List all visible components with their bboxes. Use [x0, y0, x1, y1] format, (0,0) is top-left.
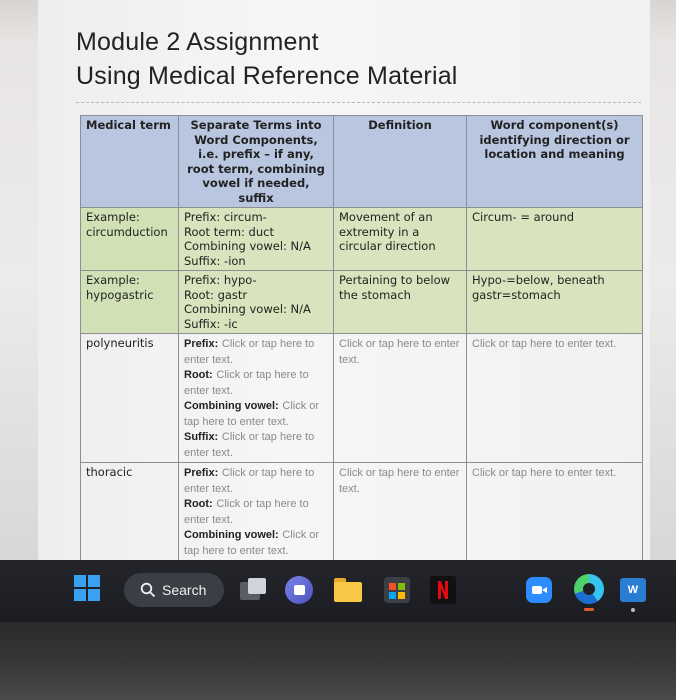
- header-row: [81, 116, 643, 208]
- component-field[interactable]: [184, 496, 328, 527]
- example-components: [179, 271, 334, 334]
- example-direction: Hypo-=below, beneath gastr=stomach: [467, 271, 643, 334]
- definition-field[interactable]: [334, 334, 467, 463]
- placeholder-text: Click or tap here to enter text.: [339, 467, 460, 495]
- windows-start-icon[interactable]: [74, 575, 102, 603]
- combining-vowel-label: Combining vowel:: [184, 400, 279, 412]
- components-cell: [179, 334, 334, 463]
- search-icon: [140, 582, 156, 598]
- example-term: Example: circumduction: [81, 208, 179, 271]
- direction-field[interactable]: [467, 334, 643, 463]
- header-components: Separate Terms into Word Components, i.e. prefix – if any, root term, combining vowel if needed, suffix: [179, 116, 334, 208]
- component-field[interactable]: [184, 398, 328, 429]
- component-line: Root: gastr: [184, 287, 248, 302]
- placeholder-text: Click or tap here to enter text.: [184, 498, 309, 526]
- title-divider: [76, 102, 641, 103]
- example-definition: Movement of an extremity in a circular direction: [334, 208, 467, 271]
- root-label: Root:: [184, 498, 213, 510]
- table-row-polyneuritis: [81, 334, 643, 463]
- prefix-label: Prefix:: [184, 338, 219, 350]
- component-line: Suffix: -ion: [184, 253, 246, 268]
- placeholder-text: Click or tap here to enter text.: [184, 338, 315, 366]
- component-line: Combining vowel: N/A: [184, 302, 311, 316]
- example-row-hypogastric: [81, 271, 643, 334]
- placeholder-text: Click or tap here to enter text.: [184, 400, 320, 428]
- edge-icon[interactable]: [574, 574, 604, 604]
- document-subtitle: Using Medical Reference Material: [76, 62, 458, 90]
- component-line: Prefix: hypo-: [184, 273, 257, 287]
- example-components: [179, 208, 334, 271]
- component-field[interactable]: [184, 429, 328, 460]
- netflix-glyph: [430, 576, 456, 604]
- taskbar-active-indicator: [584, 608, 594, 611]
- component-line: Prefix: circum-: [184, 210, 267, 224]
- combining-vowel-label: Combining vowel:: [184, 529, 279, 541]
- taskbar-active-indicator: [631, 608, 635, 612]
- component-field[interactable]: [184, 465, 328, 496]
- zoom-icon[interactable]: [526, 577, 552, 603]
- example-row-circumduction: [81, 208, 643, 271]
- header-direction: Word component(s) identifying direction or location and meaning: [467, 116, 643, 208]
- component-line: Root term: duct: [184, 224, 274, 239]
- placeholder-text: Click or tap here to enter text.: [472, 338, 617, 350]
- search-label: Search: [162, 582, 207, 598]
- root-label: Root:: [184, 369, 213, 381]
- example-term: Example: hypogastric: [81, 271, 179, 334]
- teams-icon[interactable]: [285, 576, 313, 604]
- word-icon[interactable]: W: [620, 578, 646, 602]
- laptop-bezel: [0, 622, 676, 700]
- store-icon[interactable]: [384, 577, 410, 603]
- term-cell: polyneuritis: [81, 334, 179, 463]
- component-field[interactable]: [184, 527, 328, 558]
- placeholder-text: Click or tap here to enter text.: [472, 467, 617, 479]
- component-line: Suffix: -ic: [184, 316, 238, 331]
- document-title: Module 2 Assignment: [76, 28, 319, 56]
- taskbar-search-button[interactable]: [124, 573, 224, 607]
- header-definition: Definition: [334, 116, 467, 208]
- placeholder-text: Click or tap here to enter text.: [184, 369, 309, 397]
- example-direction: Circum- = around: [467, 208, 643, 271]
- component-field[interactable]: [184, 367, 328, 398]
- prefix-label: Prefix:: [184, 467, 219, 479]
- component-field[interactable]: [184, 336, 328, 367]
- placeholder-text: Click or tap here to enter text.: [339, 338, 460, 366]
- placeholder-text: Click or tap here to enter text.: [184, 431, 315, 459]
- component-line: Combining vowel: N/A: [184, 239, 311, 253]
- placeholder-text: Click or tap here to enter text.: [184, 529, 320, 557]
- folder-icon[interactable]: [334, 578, 362, 602]
- header-medical-term: Medical term: [81, 116, 179, 208]
- suffix-label: Suffix:: [184, 431, 219, 443]
- netflix-icon[interactable]: [430, 576, 456, 604]
- term-cell: thoracic: [81, 463, 179, 592]
- example-definition: Pertaining to below the stomach: [334, 271, 467, 334]
- assignment-table: [80, 115, 643, 632]
- file-explorer-icon[interactable]: [240, 578, 266, 602]
- placeholder-text: Click or tap here to enter text.: [184, 467, 315, 495]
